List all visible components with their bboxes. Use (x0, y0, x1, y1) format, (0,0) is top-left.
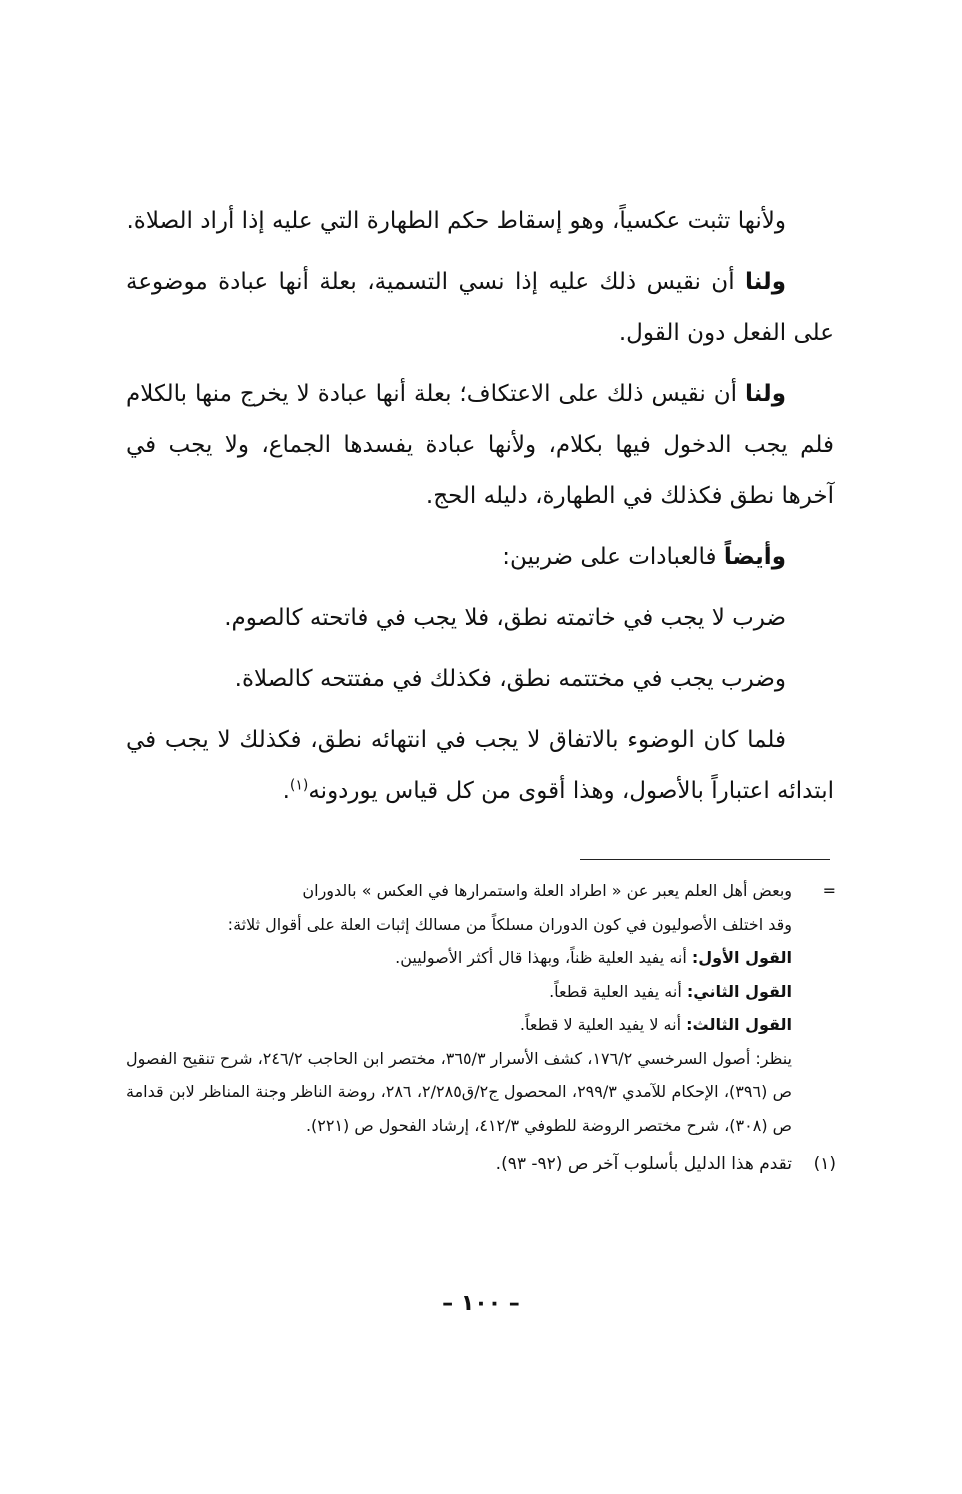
footnote-divider (580, 859, 830, 860)
paragraph-4-lead: وأيضاً (723, 544, 786, 570)
footnote-opinion-1 (126, 941, 792, 975)
footnote-1-content (126, 1148, 792, 1182)
footnote-1-mark: (١) (813, 1154, 836, 1174)
footnote-opinion-2 (126, 975, 792, 1009)
continuation-mark: = (822, 881, 836, 900)
paragraph-7-end: . (282, 778, 290, 804)
paragraph-6-text: وضرب يجب في مختتمه نطق، فكذلك في مفتتحه كالصلاة. (234, 666, 786, 692)
paragraph-7 (126, 715, 834, 817)
paragraph-5-text: ضرب لا يجب في خاتمته نطق، فلا يجب في فاتحته كالصوم. (224, 605, 786, 631)
paragraph-2 (126, 257, 834, 359)
paragraph-2-text: أن نقيس ذلك عليه إذا نسي التسمية، بعلة أنها عبادة موضوعة على الفعل دون القول. (126, 269, 834, 346)
paragraph-4-text: فالعبادات على ضربين: (502, 544, 724, 570)
paragraph-4 (126, 532, 834, 583)
footnote-ref-1: (١) (289, 777, 309, 794)
footnote-continuation-content (126, 874, 792, 1142)
paragraph-3-lead: ولنا (745, 381, 786, 407)
opinion-1-lead: القول الأول: (691, 948, 792, 967)
paragraph-2-lead: ولنا (745, 269, 786, 295)
opinion-3-lead: القول الثالث: (686, 1015, 792, 1034)
footnote-opinion-3 (126, 1008, 792, 1042)
paragraph-5 (126, 593, 834, 644)
footnote-1-text: تقدم هذا الدليل بأسلوب آخر ص (٩٢- ٩٣). (495, 1154, 792, 1174)
paragraph-6 (126, 654, 834, 705)
opinion-2-text: أنه يفيد العلية قطعاً. (549, 981, 687, 1001)
opinion-2-lead: القول الثاني: (686, 981, 792, 1001)
paragraph-3 (126, 369, 834, 522)
footnote-references: ينظر: أصول السرخسي ١٧٦/٢، كشف الأسرار ٣٦٥/٣، مختصر ابن الحاجب ٢٤٦/٢، شرح تنقيح الفصول ص (٣٩٦)، الإحكام للآمدي ٢٩٩/٣، المحصول ج٢/ق٢/٢٨٥، ٢٨٦، روضة الناظر وجنة المناظر لابن قدامة ص (٣٠٨)، شرح مختصر الروضة للطوفي ٤١٢/٣، إرشاد الفحول ص (٢٢١). (126, 1048, 793, 1135)
paragraph-1-text: ولأنها تثبت عكسياً، وهو إسقاط حكم الطهارة التي عليه إذا أراد الصلاة. (126, 208, 786, 234)
paragraph-1 (126, 196, 834, 247)
paragraph-3-text: أن نقيس ذلك على الاعتكاف؛ بعلة أنها عبادة لا يخرج منها بالكلام فلم يجب الدخول فيها بكلام، ولأنها عبادة يفسدها الجماع، ولا يجب في آخرها نطق فكذلك في الطهارة، دليله الحج. (126, 381, 834, 509)
footnotes (126, 874, 836, 1182)
paragraph-7-text: فلما كان الوضوء بالاتفاق لا يجب في انتهائه نطق، فكذلك لا يجب في ابتدائه اعتباراً بالأصول، وهذا أقوى من كل قياس يوردونه (126, 727, 834, 804)
footnote-line-1: وبعض أهل العلم يعبر عن « اطراد العلة واستمرارها في العكس » بالدوران (302, 881, 792, 900)
footnote-continuation (126, 874, 836, 1142)
main-text (126, 196, 834, 819)
footnote-line-2: وقد اختلف الأصوليون في كون الدوران مسلكاً من مسالك إثبات العلة على أقوال ثلاثة: (227, 914, 792, 934)
page-number: – ١٠٠ – (442, 1291, 520, 1316)
opinion-3-text: أنه لا يفيد العلية لا قطعاً. (519, 1015, 687, 1034)
opinion-1-text: أنه يفيد العلية ظناً، وبهذا قال أكثر الأصوليين. (395, 948, 692, 967)
footnote-1 (126, 1148, 836, 1182)
